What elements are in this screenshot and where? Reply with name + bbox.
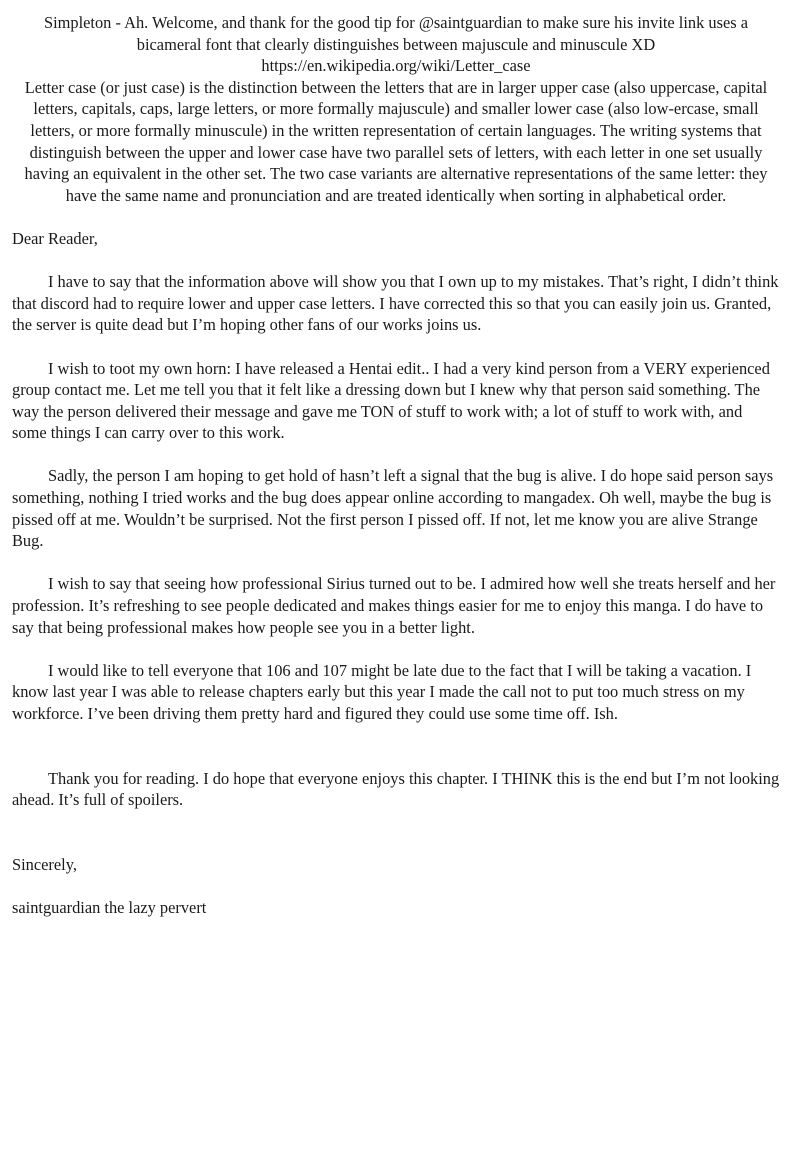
spacer — [12, 725, 780, 768]
paragraph-strange-bug: Sadly, the person I am hoping to get hold of hasn’t left a signal that the bug is alive. I do hope said person says something, nothing I tried works and the bug does appear online according to mangadex. Oh well, maybe the bug is pissed off at me. Wouldn’t be surprised. Not the first person I pissed off. If not, let me know you are alive Strange Bug. — [12, 466, 774, 551]
spacer — [12, 444, 780, 466]
header-intro: Simpleton - Ah. Welcome, and thank for the good tip for @saintguardian to make sure his invite link uses a bicameral font that clearly distinguishes between majuscule and minuscule XD — [43, 13, 749, 54]
signature: saintguardian the lazy pervert — [12, 898, 207, 918]
spacer — [12, 876, 780, 898]
spacer — [12, 206, 780, 228]
spacer — [12, 336, 780, 358]
paragraph-thanks: Thank you for reading. I do hope that everyone enjoys this chapter. I THINK this is the end but I’m not looking ahead. It’s full of spoilers. — [12, 768, 780, 810]
salutation: Dear Reader, — [12, 228, 98, 248]
paragraph-vacation: I would like to tell everyone that 106 and 107 might be late due to the fact that I will be taking a vacation. I know last year I was able to release chapters early but this year I made the call not to put too much stress on my workforce. I’ve been driving them pretty hard and figured they could use some time off. Ish. — [12, 660, 752, 723]
paragraph-sirius: I wish to say that seeing how professional Sirius turned out to be. I admired how well she treats herself and her profession. It’s refreshing to see people dedicated and makes things easier for me to enjoy this manga. I do have to say that being professional makes how people see you in a better light. — [12, 574, 776, 637]
spacer — [12, 638, 780, 660]
paragraph-mistakes: I have to say that the information above will show you that I own up to my mistakes. That’s right, I didn’t think that discord had to require lower and upper case letters. I have corrected this so that you can easily join us. Granted, the server is quite dead but I’m hoping other fans of our works joins us. — [12, 272, 779, 335]
header-block — [12, 12, 780, 206]
closing: Sincerely, — [12, 855, 77, 875]
spacer — [12, 250, 780, 272]
spacer — [12, 811, 780, 854]
header-quote: Letter case (or just case) is the distinction between the letters that are in larger upper case (also uppercase, capital letters, capitals, caps, large letters, or more formally majuscule) and smaller lower case (also low-ercase, small letters, or more formally minuscule) in the written representation of certain languages. The writing systems that distinguish between the upper and lower case have two parallel sets of letters, with each letter in one set usually having an equivalent in the other set. The two case variants are alternative representations of the same letter: they have the same name and pronunciation and are treated identically when sorting in alphabetical order. — [24, 77, 768, 205]
paragraph-hentai-edit: I wish to toot my own horn: I have released a Hentai edit.. I had a very kind person from a VERY experienced group contact me. Let me tell you that it felt like a dressing down but I knew why that person said something. The way the person delivered their message and gave me TON of stuff to work with; a lot of stuff to work with, and some things I can carry over to this work. — [12, 358, 770, 443]
header-url: https://en.wikipedia.org/wiki/Letter_case — [261, 56, 531, 76]
spacer — [12, 552, 780, 574]
